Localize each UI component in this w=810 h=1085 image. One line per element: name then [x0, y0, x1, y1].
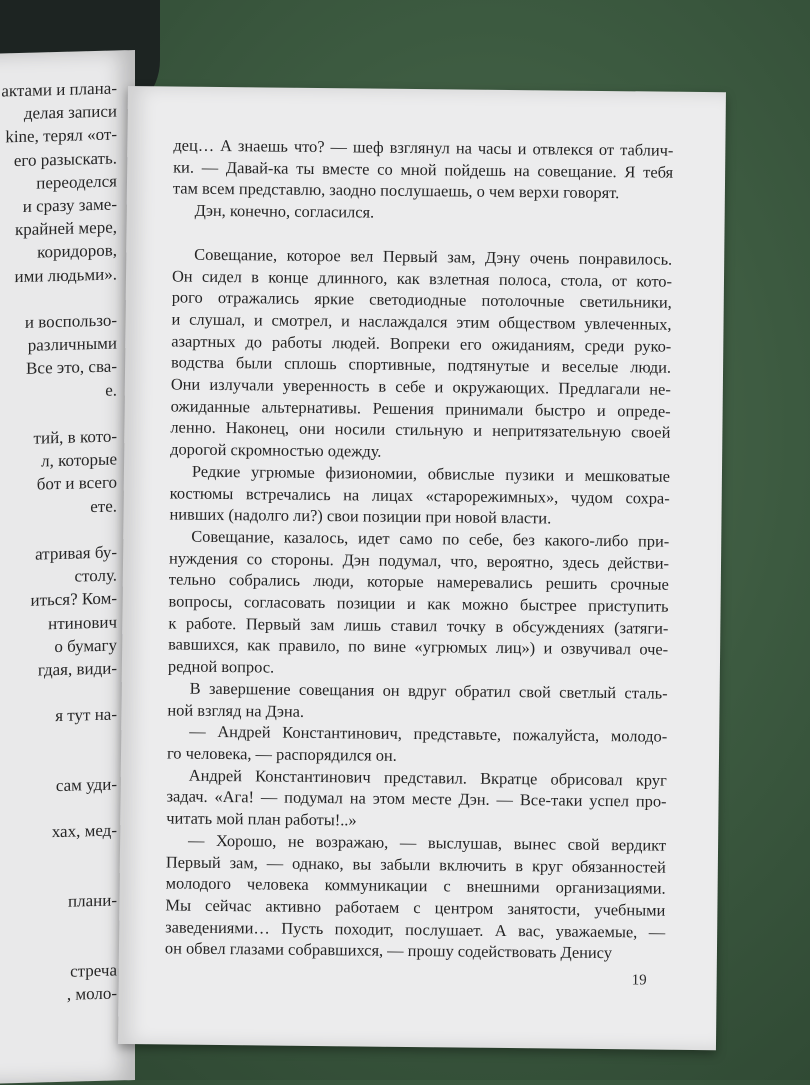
left-page-line: ими людьми». — [14, 264, 117, 286]
text-line: читать мой план работы!..» — [166, 808, 357, 830]
left-page-line: ете. — [90, 496, 117, 516]
text-line: Совещание, казалось, идет само по себе, без какого-либо при- — [191, 526, 670, 551]
left-page-line: kine, терял «от- — [5, 124, 117, 147]
text-line: В завершение совещания он вдруг обратил свой светлый сталь- — [189, 678, 668, 703]
text-line: — Андрей Константинович, представьте, пожалуйста, молодо- — [189, 721, 668, 746]
paragraph — [173, 134, 674, 204]
left-page-line: атривая бу- — [35, 542, 117, 564]
paragraph — [170, 243, 672, 465]
left-page-line: гдая, види- — [37, 658, 117, 680]
text-line: нивших (надолго ли?) свои позиции при новой власти. — [169, 504, 552, 528]
text-line: там всем представлю, заодно послушаешь, о чем верхи говорят. — [172, 178, 620, 203]
text-line: ки. — Давай-ка ты вместе со мной пойдешь на совещание. Я тебя — [173, 157, 674, 182]
left-page-line: крайней мере, — [15, 217, 117, 240]
left-page-line: Все это, сва- — [26, 356, 117, 379]
text-line: задач. «Ага! — подумал на этом месте Дэн. — Все-таки успел про- — [166, 786, 667, 812]
page-number: 19 — [631, 972, 647, 989]
left-page-line: и сразу заме- — [22, 194, 117, 216]
text-line: вопросы, согласовать позиции и как можно быстрее приступить — [168, 591, 669, 616]
text-line: Редкие угрюмые физиономии, обвислые пузики и мешковатые — [191, 461, 671, 486]
text-line: водства были сплошь спортивные, подтянутые и веселые люди. — [171, 352, 672, 378]
left-page-line: о бумагу — [54, 635, 117, 656]
text-line: азартных до работы людей. Вопреки его ожиданиям, среди руко- — [171, 331, 672, 356]
left-page-line: я тут на- — [55, 704, 117, 726]
text-line: редной вопрос. — [167, 656, 275, 677]
left-page-line: переоделся — [36, 171, 117, 193]
left-page-line: сам уди- — [55, 774, 117, 796]
left-page-line: тий, в кото- — [33, 426, 117, 448]
right-page — [118, 86, 726, 1050]
text-line: Совещание, которое вел Первый зам, Дэну очень понравилось. — [194, 244, 673, 269]
left-page — [0, 50, 135, 1085]
paragraph — [167, 677, 667, 726]
left-page-line: плани- — [68, 890, 117, 911]
text-line: Мы сейчас активно работаем с центром занятости, учебными — [165, 895, 666, 920]
text-line: костюмы встречались на лицах «старорежимных», чудом сохра- — [169, 483, 670, 508]
text-line: Он сидел в конце длинного, как взлетная полоса, стола, от кото- — [171, 265, 673, 291]
left-page-line: различными — [27, 333, 117, 355]
text-line: к работе. Первый зам лишь ставил точку в обсуждениях (затяги- — [168, 613, 669, 638]
left-page-line: е. — [105, 380, 117, 400]
text-line: молодого человека коммуникации с внешними организациями. — [165, 873, 666, 898]
text-line: ожиданные альтернативы. Решения принимали быстро и опреде- — [170, 396, 671, 421]
paragraph — [166, 764, 667, 834]
text-line: он обвел глазами собравшихся, — прошу содействовать Денису — [164, 938, 613, 963]
text-line: заведениями… Пусть походит, послушает. А вас, уважаемые, — — [165, 917, 666, 942]
left-page-line: делая записи — [23, 101, 117, 124]
paragraph — [168, 525, 670, 682]
paragraph — [169, 460, 670, 530]
text-line: рого отражались яркие светодиодные потолочные светильники, — [171, 287, 672, 312]
text-line: дорогой скромностью одежду. — [170, 439, 382, 461]
left-page-line: столу. — [74, 565, 117, 586]
paragraph — [165, 829, 666, 964]
text-line: и слушал, и смотрел, и наслаждался этим обществом увлеченных, — [171, 309, 672, 334]
text-line: дец… А знаешь что? — шеф взглянул на часы и отвлекся от таблич- — [173, 135, 674, 160]
text-line: ной взгляд на Дэна. — [167, 700, 305, 721]
left-page-line: и воспользо- — [24, 310, 117, 332]
text-line: Дэн, конечно, согласился. — [194, 200, 375, 222]
text-line: Андрей Константинович представил. Вкратце обрисовал круг — [188, 765, 667, 790]
left-page-line: , моло- — [66, 983, 117, 1004]
left-page-line: коридоров, — [37, 240, 117, 262]
page-text — [165, 134, 674, 964]
left-page-line: нтинович — [48, 612, 117, 633]
left-page-line: его разыскать. — [13, 148, 117, 170]
text-line: — Хорошо, не возражаю, — выслушав, вынес свой вердикт — [188, 830, 667, 855]
text-line: нуждения со стороны. Дэн подумал, что, вероятно, здесь действи- — [168, 548, 670, 573]
left-page-line: актами и плана- — [1, 78, 117, 101]
left-page-line: бот и всего — [36, 472, 117, 494]
left-page-line: л, которые — [41, 449, 117, 471]
text-line: тельно собрались люди, которые намеревались решить срочные — [168, 569, 669, 595]
text-line: ленно. Наконец, они носили стильную и непритязательную своей — [170, 417, 671, 443]
text-line: го человека, — распорядился он. — [166, 743, 397, 765]
left-page-line: иться? Ком- — [30, 588, 117, 611]
paragraph — [167, 721, 667, 770]
left-page-line: стреча — [70, 960, 117, 981]
text-line: Они излучали уверенность в себе и окружающих. Предлагали не- — [170, 374, 671, 399]
text-line: Первый зам, — однако, вы забыли включить в круг обязанностей — [165, 851, 666, 877]
left-page-line: хах, мед- — [51, 820, 117, 842]
text-line: вавшихся, как правило, по вине «угрюмых лиц») и озвучивал оче- — [168, 634, 669, 660]
